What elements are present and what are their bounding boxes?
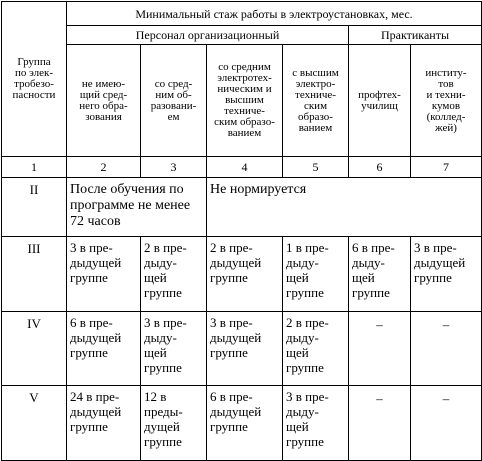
table-cell: 2 в пре- дыду- щей группе: [141, 237, 207, 312]
header-vocational-schools: профтех- училищ: [349, 45, 411, 157]
table-cell: 3 в пре- дыдущей группе: [207, 312, 283, 386]
header-org-personnel: Персонал организационный: [67, 26, 349, 45]
table-row-group-iii: [2, 237, 482, 312]
table-cell-dash: –: [349, 312, 411, 386]
column-number: 5: [283, 157, 349, 178]
table-row-group-iv: [2, 312, 482, 386]
column-number: 7: [411, 157, 482, 178]
table-cell: 6 в пре- дыду- щей группе: [349, 237, 411, 312]
table-row-group-v: [2, 386, 482, 461]
column-number: 2: [67, 157, 141, 178]
group-ii-not-regulated: Не нормируется: [207, 178, 482, 237]
header-higher-electrotech: с высшим электро- техниче- ским образо- ванием: [283, 45, 349, 157]
table-cell: 6 в пре- дыдущей группе: [207, 386, 283, 461]
experience-requirements-table: [1, 1, 482, 461]
table-cell: 3 в пре- дыдущей группе: [411, 237, 482, 312]
table-row-group-ii: [2, 178, 482, 237]
table-cell: 3 в пре- дыдущей группе: [67, 237, 141, 312]
column-number: 6: [349, 157, 411, 178]
column-number: 3: [141, 157, 207, 178]
header-trainees: Практиканты: [349, 26, 482, 45]
table-cell-dash: –: [411, 386, 482, 461]
table-cell: 3 в пре- дыду- щей группе: [283, 386, 349, 461]
header-secondary-electrotech-higher-tech: со средним электротех- ническим и высшим техниче- ским образо- ванием: [207, 45, 283, 157]
table-cell: 12 в преды- дущей группе: [141, 386, 207, 461]
table-cell: 1 в пре- дыду- щей группе: [283, 237, 349, 312]
column-number: 4: [207, 157, 283, 178]
table-cell-dash: –: [349, 386, 411, 461]
column-number: 1: [2, 157, 67, 178]
group-label: V: [2, 386, 67, 461]
table-cell-dash: –: [411, 312, 482, 386]
table-cell: 2 в пре- дыду- щей группе: [283, 312, 349, 386]
header-min-experience: Минимальный стаж работы в электроустановках, мес.: [67, 2, 482, 26]
header-no-secondary-education: не имею- щий сред- него обра- зования: [67, 45, 141, 157]
header-secondary-education: со сред- ним об- разовани- ем: [141, 45, 207, 157]
header-group-column: Группа по элек- тробезо- пасности: [2, 2, 67, 157]
table-cell: 3 в пре- дыду- щей группе: [141, 312, 207, 386]
column-numbers-row: [2, 157, 482, 178]
group-label: III: [2, 237, 67, 312]
table-cell: 2 в пре- дыдущей группе: [207, 237, 283, 312]
header-institutes-colleges: институ- тов и техни- кумов (коллед- жей): [411, 45, 482, 157]
group-label: IV: [2, 312, 67, 386]
table-cell: 24 в пре- дыдущей группе: [67, 386, 141, 461]
group-ii-training-requirement: После обучения по программе не менее 72 часов: [67, 178, 207, 237]
group-label: II: [2, 178, 67, 237]
table-cell: 6 в пре- дыдущей группе: [67, 312, 141, 386]
